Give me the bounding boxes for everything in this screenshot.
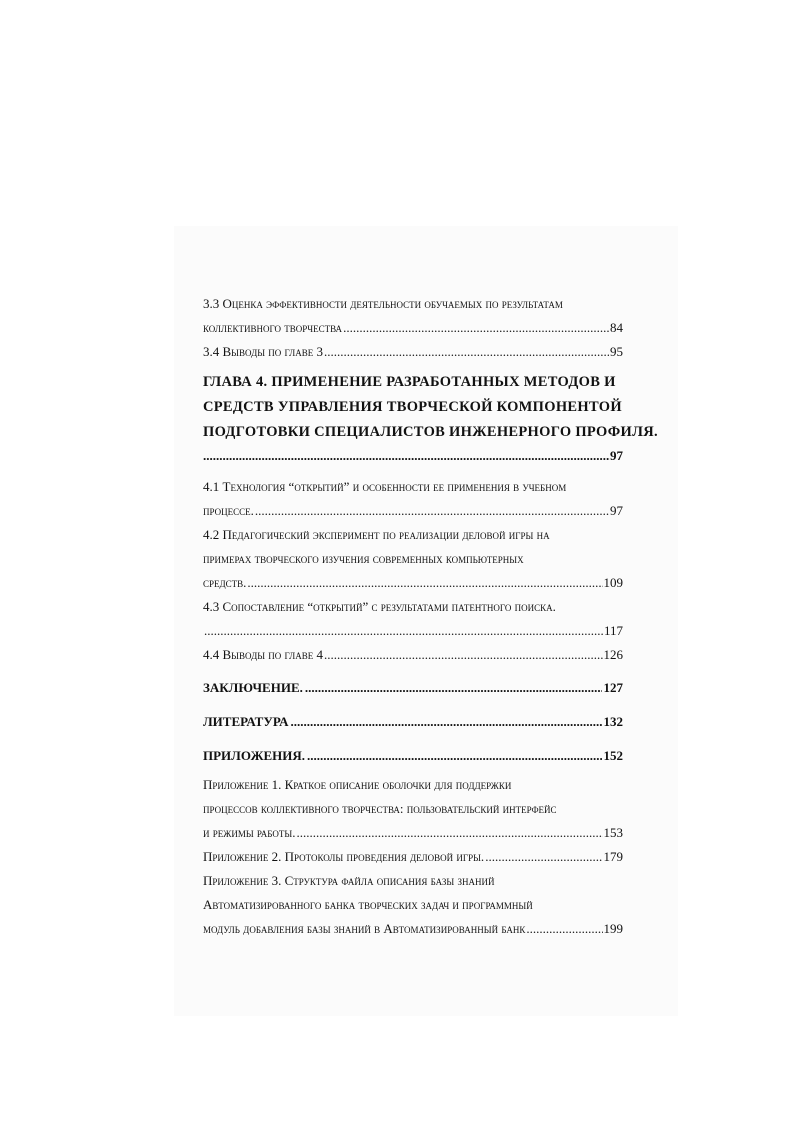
- page-number: 153: [603, 825, 623, 840]
- page-number: 117: [603, 623, 623, 638]
- toc-entry-literature: ЛИТЕРАТУРА ..... 132: [203, 711, 623, 733]
- toc-entry-4-1: процессе. ..... 97: [203, 499, 623, 523]
- dot-leader: [324, 340, 609, 364]
- toc-entry-app3-line2: Автоматизированного банка творческих задач и программный: [203, 897, 533, 912]
- toc-entry-4-3-line1: 4.3 Сопоставление “открытий” с результатами патентного поиска.: [203, 599, 556, 614]
- page-number: 126: [603, 647, 623, 662]
- toc-entry-app1-line1: Приложение 1. Краткое описание оболочки для поддержки: [203, 777, 512, 792]
- toc-entry-app3-line1: Приложение 3. Структура файла описания базы знаний: [203, 873, 495, 888]
- page-number: 152: [603, 748, 623, 763]
- page-number: 199: [603, 921, 623, 936]
- toc-entry-4-2-line2: примерах творческого изучения современных компьютерных: [203, 551, 524, 566]
- table-of-contents: [203, 292, 658, 941]
- dot-leader: [324, 643, 603, 667]
- toc-entry-app3: модуль добавления базы знаний в Автоматизированный банк ..... 199: [203, 917, 623, 941]
- dot-leader: [291, 711, 602, 733]
- chapter-4-title-line2: СРЕДСТВ УПРАВЛЕНИЯ ТВОРЧЕСКОЙ КОМПОНЕНТОЙ: [203, 399, 622, 415]
- dot-leader: [305, 677, 602, 699]
- toc-entry-app1: и режимы работы. ..... 153: [203, 821, 623, 845]
- toc-entry-app1-line2: процессов коллективного творчества: пользовательский интерфейс: [203, 801, 557, 816]
- dot-leader: [296, 821, 602, 845]
- dot-leader: [307, 745, 601, 767]
- toc-entry-4-4: 4.4 Выводы по главе 4 ..... 126: [203, 643, 623, 667]
- toc-entry-4-2-line1: 4.2 Педагогический эксперимент по реализации деловой игры на: [203, 527, 550, 542]
- toc-entry-3-4: 3.4 Выводы по главе 3 ..... 95: [203, 340, 623, 364]
- chapter-4-title-line3: ПОДГОТОВКИ СПЕЦИАЛИСТОВ ИНЖЕНЕРНОГО ПРОФИЛЯ.: [203, 424, 658, 440]
- dot-leader: [485, 845, 602, 869]
- page-number: 84: [610, 320, 623, 335]
- page-number: 179: [603, 849, 623, 864]
- dot-leader: [255, 499, 609, 523]
- toc-entry-4-1-line1: 4.1 Технология “открытий” и особенности ее применения в учебном: [203, 479, 567, 494]
- page-number: 97: [610, 448, 623, 463]
- toc-entry-chapter-4: [203, 445, 623, 467]
- dot-leader: [204, 619, 603, 643]
- dot-leader: [203, 445, 610, 467]
- dot-leader: [343, 316, 609, 340]
- toc-entry-4-3: [203, 619, 623, 643]
- chapter-4-title-line1: ГЛАВА 4. ПРИМЕНЕНИЕ РАЗРАБОТАННЫХ МЕТОДОВ И: [203, 374, 616, 390]
- toc-entry-appendices: ПРИЛОЖЕНИЯ. ..... 152: [203, 745, 623, 767]
- page-number: 132: [603, 714, 623, 729]
- toc-entry-3-3-line1: 3.3 Оценка эффективности деятельности обучаемых по результатам: [203, 296, 563, 311]
- page-number: 95: [610, 344, 623, 359]
- toc-entry-4-2: средств. ..... 109: [203, 571, 623, 595]
- toc-entry-3-3: коллективного творчества ..... 84: [203, 316, 623, 340]
- dot-leader: [247, 571, 602, 595]
- page-number: 97: [610, 503, 623, 518]
- page-number: 109: [603, 575, 623, 590]
- dot-leader: [526, 917, 602, 941]
- toc-entry-conclusion: ЗАКЛЮЧЕНИЕ. ..... 127: [203, 677, 623, 699]
- toc-entry-app2: Приложение 2. Протоколы проведения деловой игры. ..... 179: [203, 845, 623, 869]
- page-number: 127: [603, 680, 623, 695]
